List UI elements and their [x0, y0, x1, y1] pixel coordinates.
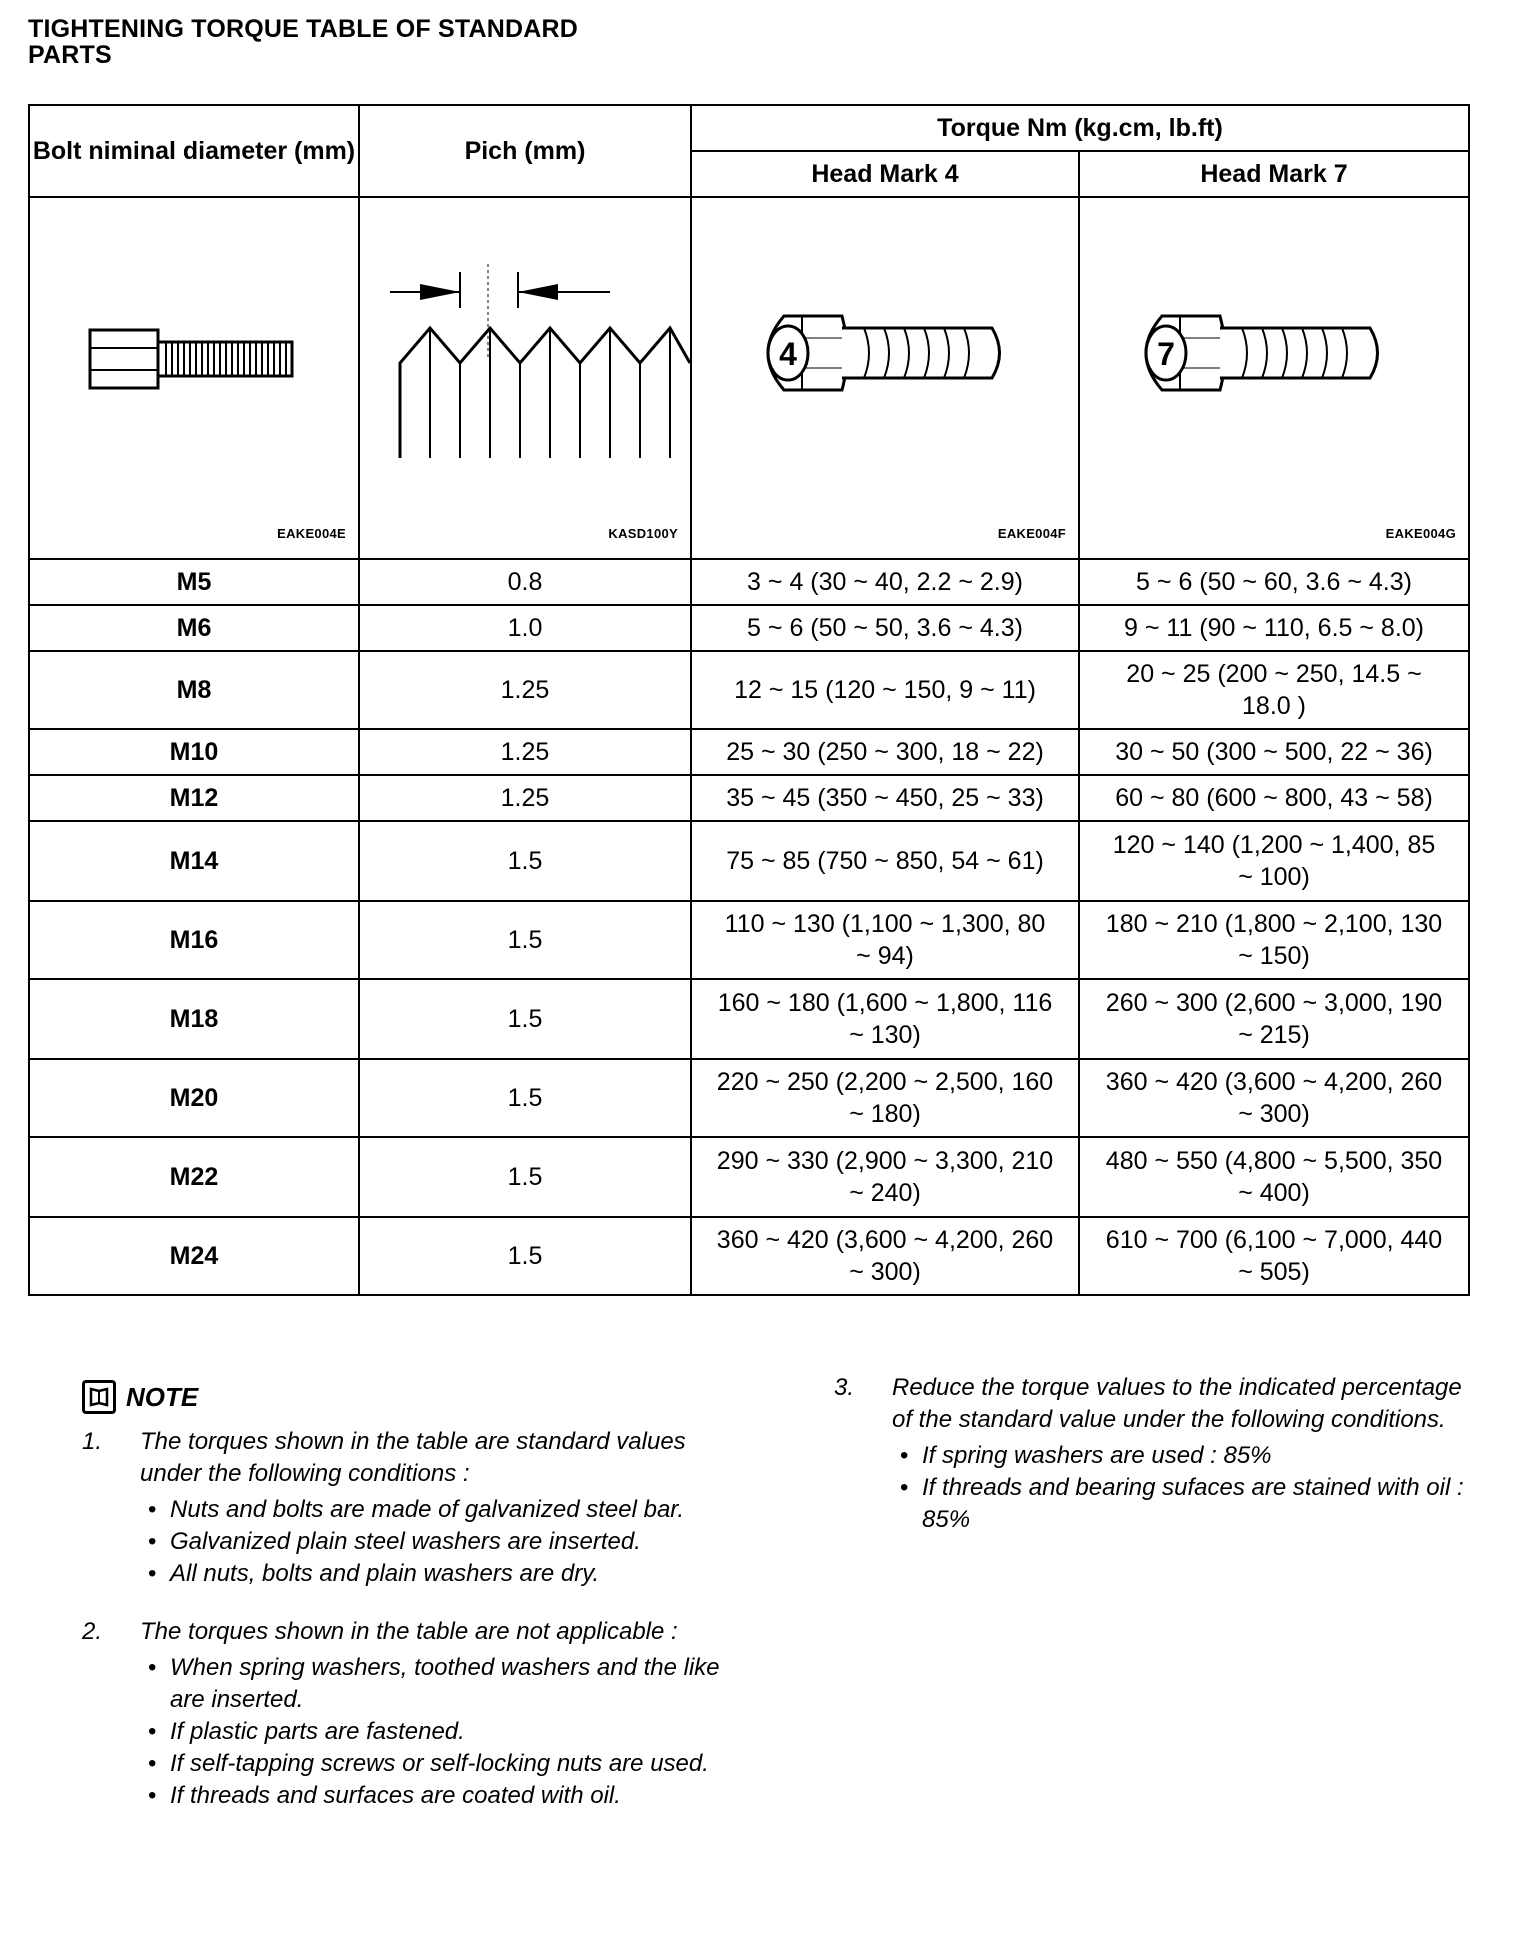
pitch-cell: 1.0: [359, 605, 691, 651]
table-row: [29, 979, 1469, 1059]
size-cell: M20: [29, 1059, 359, 1137]
head-mark-4-torque-cell: 25 ~ 30 (250 ~ 300, 18 ~ 22): [691, 729, 1079, 775]
bullet-item: • When spring washers, toothed washers and the like are inserted.: [140, 1652, 732, 1716]
bullet-item: • All nuts, bolts and plain washers are dry.: [140, 1558, 732, 1590]
head-mark-7-torque-cell: 180 ~ 210 (1,800 ~ 2,100, 130 ~ 150): [1079, 901, 1469, 979]
head-mark-4-torque-cell: 35 ~ 45 (350 ~ 450, 25 ~ 33): [691, 775, 1079, 821]
size-cell: M16: [29, 901, 359, 979]
header-diameter: Bolt niminal diameter (mm): [29, 105, 359, 197]
pitch-cell: 1.25: [359, 729, 691, 775]
head-mark-7-image-cell: [1079, 197, 1469, 559]
size-cell: M22: [29, 1137, 359, 1217]
bullet-item: • If self-tapping screws or self-locking nuts are used.: [140, 1748, 732, 1780]
bullet-item: • If threads and bearing sufaces are stained with oil : 85%: [892, 1472, 1474, 1536]
table-row: [29, 1217, 1469, 1295]
bullet-item: • Nuts and bolts are made of galvanized steel bar.: [140, 1494, 732, 1526]
note-item-text: Reduce the torque values to the indicated percentage of the standard value under the following conditions.: [892, 1374, 1462, 1433]
table-row: [29, 1059, 1469, 1137]
note-item-number: 1.: [82, 1428, 103, 1455]
header-head-mark-7: Head Mark 7: [1079, 151, 1469, 197]
note-item-number: 3.: [834, 1374, 855, 1401]
head-mark-4-torque-cell: 5 ~ 6 (50 ~ 50, 3.6 ~ 4.3): [691, 605, 1079, 651]
head-mark-4-torque-cell: 290 ~ 330 (2,900 ~ 3,300, 210 ~ 240): [691, 1137, 1079, 1217]
head-mark-7-torque-cell: 360 ~ 420 (3,600 ~ 4,200, 260 ~ 300): [1079, 1059, 1469, 1137]
bullet-item: • Galvanized plain steel washers are inserted.: [140, 1526, 732, 1558]
pitch-cell: 1.5: [359, 1059, 691, 1137]
header-head-mark-4: Head Mark 4: [691, 151, 1079, 197]
size-cell: M8: [29, 651, 359, 729]
size-cell: M24: [29, 1217, 359, 1295]
notes-left-column: [82, 1380, 732, 1812]
head-mark-7-torque-cell: 5 ~ 6 (50 ~ 60, 3.6 ~ 4.3): [1079, 559, 1469, 605]
note-item-number: 2.: [82, 1618, 103, 1645]
size-cell: M12: [29, 775, 359, 821]
pitch-cell: 1.5: [359, 1217, 691, 1295]
size-cell: M5: [29, 559, 359, 605]
pitch-cell: 1.5: [359, 901, 691, 979]
header-torque: Torque Nm (kg.cm, lb.ft): [691, 105, 1469, 151]
head-mark-7-torque-cell: 9 ~ 11 (90 ~ 110, 6.5 ~ 8.0): [1079, 605, 1469, 651]
pitch-cell: 1.25: [359, 651, 691, 729]
size-cell: M6: [29, 605, 359, 651]
head-mark-4-torque-cell: 3 ~ 4 (30 ~ 40, 2.2 ~ 2.9): [691, 559, 1079, 605]
table-row: [29, 729, 1469, 775]
image-code: KASD100Y: [608, 526, 678, 541]
head-mark-7-torque-cell: 20 ~ 25 (200 ~ 250, 14.5 ~ 18.0 ): [1079, 651, 1469, 729]
image-code: EAKE004G: [1385, 526, 1456, 541]
head-mark-4-torque-cell: 12 ~ 15 (120 ~ 150, 9 ~ 11): [691, 651, 1079, 729]
note-item-3: [834, 1372, 1474, 1536]
pitch-cell: 0.8: [359, 559, 691, 605]
pitch-cell: 1.5: [359, 1137, 691, 1217]
image-code: EAKE004F: [997, 526, 1066, 541]
table-row: [29, 559, 1469, 605]
size-cell: M18: [29, 979, 359, 1059]
torque-table: [28, 104, 1470, 1296]
head-mark-4-torque-cell: 360 ~ 420 (3,600 ~ 4,200, 260 ~ 300): [691, 1217, 1079, 1295]
table-row: [29, 775, 1469, 821]
head-mark-7-torque-cell: 60 ~ 80 (600 ~ 800, 43 ~ 58): [1079, 775, 1469, 821]
pitch-cell: 1.5: [359, 821, 691, 901]
head-mark-7-torque-cell: 610 ~ 700 (6,100 ~ 7,000, 440 ~ 505): [1079, 1217, 1469, 1295]
head-mark-4-torque-cell: 75 ~ 85 (750 ~ 850, 54 ~ 61): [691, 821, 1079, 901]
note-item-2: [82, 1616, 732, 1812]
pitch-image-cell: [359, 197, 691, 559]
bullet-list: [140, 1494, 732, 1590]
head-mark-4-torque-cell: 220 ~ 250 (2,200 ~ 2,500, 160 ~ 180): [691, 1059, 1079, 1137]
table-row: [29, 901, 1469, 979]
notes-right-column: [834, 1372, 1474, 1536]
head-mark-7-torque-cell: 120 ~ 140 (1,200 ~ 1,400, 85 ~ 100): [1079, 821, 1469, 901]
note-item-1: [82, 1426, 732, 1590]
pitch-cell: 1.25: [359, 775, 691, 821]
note-label: NOTE: [126, 1381, 199, 1412]
head-mark-7-torque-cell: 30 ~ 50 (300 ~ 500, 22 ~ 36): [1079, 729, 1469, 775]
thread-pitch-diagram-icon: [360, 198, 690, 558]
note-item-text: The torques shown in the table are standard values under the following conditions :: [140, 1428, 686, 1487]
head-mark-4-image-cell: [691, 197, 1079, 559]
head-mark-4-torque-cell: 110 ~ 130 (1,100 ~ 1,300, 80 ~ 94): [691, 901, 1079, 979]
note-heading: [82, 1380, 732, 1414]
bullet-list: [140, 1652, 732, 1812]
note-item-text: The torques shown in the table are not applicable :: [140, 1618, 678, 1645]
bullet-list: [892, 1440, 1474, 1536]
head-mark-4-label: 4: [779, 336, 797, 372]
bullet-item: • If plastic parts are fastened.: [140, 1716, 732, 1748]
manual-book-icon: [82, 1380, 116, 1414]
plain-bolt-icon: [30, 198, 358, 558]
table-row: [29, 821, 1469, 901]
header-pitch: Pich (mm): [359, 105, 691, 197]
size-cell: M14: [29, 821, 359, 901]
head-mark-7-label: 7: [1157, 336, 1175, 372]
head-mark-7-torque-cell: 260 ~ 300 (2,600 ~ 3,000, 190 ~ 215): [1079, 979, 1469, 1059]
table-row: [29, 651, 1469, 729]
head-mark-7-torque-cell: 480 ~ 550 (4,800 ~ 5,500, 350 ~ 400): [1079, 1137, 1469, 1217]
bullet-item: • If spring washers are used : 85%: [892, 1440, 1474, 1472]
head-mark-4-torque-cell: 160 ~ 180 (1,600 ~ 1,800, 116 ~ 130): [691, 979, 1079, 1059]
table-row: [29, 605, 1469, 651]
pitch-cell: 1.5: [359, 979, 691, 1059]
bolt-head-mark-4-icon: [692, 198, 1078, 558]
size-cell: M10: [29, 729, 359, 775]
image-code: EAKE004E: [277, 526, 346, 541]
table-row: [29, 1137, 1469, 1217]
page-title: TIGHTENING TORQUE TABLE OF STANDARD PARTS: [28, 15, 579, 69]
bolt-image-cell: [29, 197, 359, 559]
bullet-item: • If threads and surfaces are coated with oil.: [140, 1780, 732, 1812]
bolt-head-mark-7-icon: [1080, 198, 1468, 558]
